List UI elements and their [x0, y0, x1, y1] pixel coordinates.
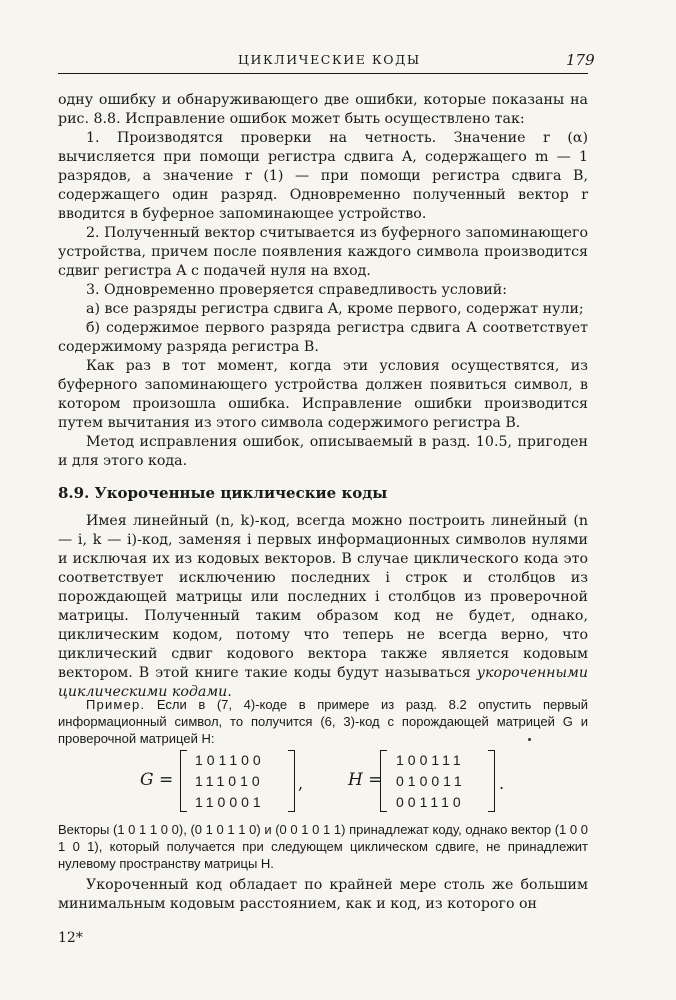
paragraph-correction: Как раз в тот момент, когда эти условия осуществятся, из буферного запоминающего устройства должен появиться символ, в котором произошла ошибка. Исправление ошибки производится путем вычитания из этого символа содержимого регистра B.	[58, 358, 588, 431]
header-rule	[58, 73, 588, 74]
example-label: Пример.	[86, 697, 146, 712]
matrix-h-row: 100111	[396, 752, 465, 768]
section-heading: 8.9. Укороченные циклические коды	[58, 484, 388, 502]
matrix-g-left-bracket	[180, 750, 187, 812]
paragraph-min-distance: Укороченный код обладает по крайней мере столь же большим минимальным кодовым расстоянием, как и код, из которого он	[58, 877, 588, 912]
matrix-h-row: 010011	[396, 773, 466, 789]
matrix-row	[140, 748, 560, 814]
paragraph-step-2: 2. Полученный вектор считывается из буферного запоминающего устройства, причем после появления каждого символа производится сдвиг регистра A с подачей нуля на вход.	[58, 225, 588, 279]
matrix-g-row: 111010	[195, 773, 264, 789]
running-header-title: ЦИКЛИЧЕСКИЕ КОДЫ	[238, 52, 421, 67]
paragraph-shortened-codes	[58, 512, 588, 702]
paragraph-step-1: 1. Производятся проверки на четность. Значение r (α) вычисляется при помощи регистра сдвига A, содержащего m — 1 разрядов, а значение r (1) — при помощи регистра сдвига B, содержащего один разряд. Одновременно полученный вектор r вводится в буферное запоминающее устройство.	[58, 130, 588, 222]
term-shortened-cyclic-codes: укороченными циклическими кодами	[58, 665, 588, 700]
matrix-h-rows	[396, 750, 466, 813]
printer-signature-mark: 12*	[58, 930, 83, 946]
matrix-g	[140, 748, 310, 814]
text-block-section	[58, 512, 588, 702]
example-text: Если в (7, 4)-коде в примере из разд. 8.2 опустить первый информационный символ, то получится (6, 3)-код с порождающей матрицей G и проверочной матрицей H:	[58, 697, 588, 746]
matrix-g-row: 110001	[195, 794, 265, 810]
matrix-h-left-bracket	[380, 750, 387, 812]
matrix-h	[348, 748, 518, 814]
paragraph-condition-b: б) содержимое первого разряда регистра сдвига A соответствует содержимому разряда регистра B.	[58, 320, 588, 355]
example-paragraph	[58, 696, 588, 747]
paragraph-condition-a: а) все разряды регистра сдвига A, кроме первого, содержат нули;	[86, 301, 584, 317]
matrix-g-rows	[195, 750, 265, 813]
paragraph-method: Метод исправления ошибок, описываемый в разд. 10.5, пригоден и для этого кода.	[58, 434, 588, 469]
matrix-g-row: 101100	[195, 752, 265, 768]
vectors-paragraph	[58, 821, 588, 872]
matrix-h-right-bracket	[488, 750, 495, 812]
matrix-h-punct: .	[499, 774, 505, 793]
matrix-g-right-bracket	[288, 750, 295, 812]
matrix-g-punct: ,	[298, 774, 304, 793]
example-block	[58, 696, 588, 747]
paragraph-continuation: одну ошибку и обнаруживающего две ошибки, которые показаны на рис. 8.8. Исправление ошибок может быть осуществлено так:	[58, 92, 588, 127]
print-speck	[528, 738, 531, 741]
vectors-text: Векторы (1 0 1 1 0 0), (0 1 0 1 1 0) и (0 0 1 0 1 1) принадлежат коду, однако вектор (1 0 0 1 0 1), который получается при следующем циклическом сдвиге, не принадлежит нулевому пространству матрицы H.	[58, 822, 588, 871]
text-block-top	[58, 91, 588, 471]
page-number: 179	[566, 51, 595, 69]
matrix-g-label: G =	[140, 770, 174, 790]
text-block-bottom	[58, 876, 588, 914]
paragraph-main-text: Имея линейный (n, k)-код, всегда можно построить линейный (n — i, k — i)-код, заменяя i первых информационных символов нулями и исключая их из кодовых векторов. В случае циклического кода это соответствует исключению последних i строк и столбцов из порождающей матрицы или последних i столбцов из проверочной матрицы. Полученный таким образом код не будет, однако, циклическим кодом, потому что теперь не всегда верно, что циклический сдвиг кодового вектора также является кодовым вектором. В этой книге такие коды будут называться	[58, 513, 588, 681]
matrix-h-row: 001110	[396, 794, 465, 810]
paragraph-end: .	[227, 684, 232, 700]
matrix-h-label: H =	[348, 770, 383, 790]
paragraph-step-3: 3. Одновременно проверяется справедливость условий:	[86, 282, 508, 298]
